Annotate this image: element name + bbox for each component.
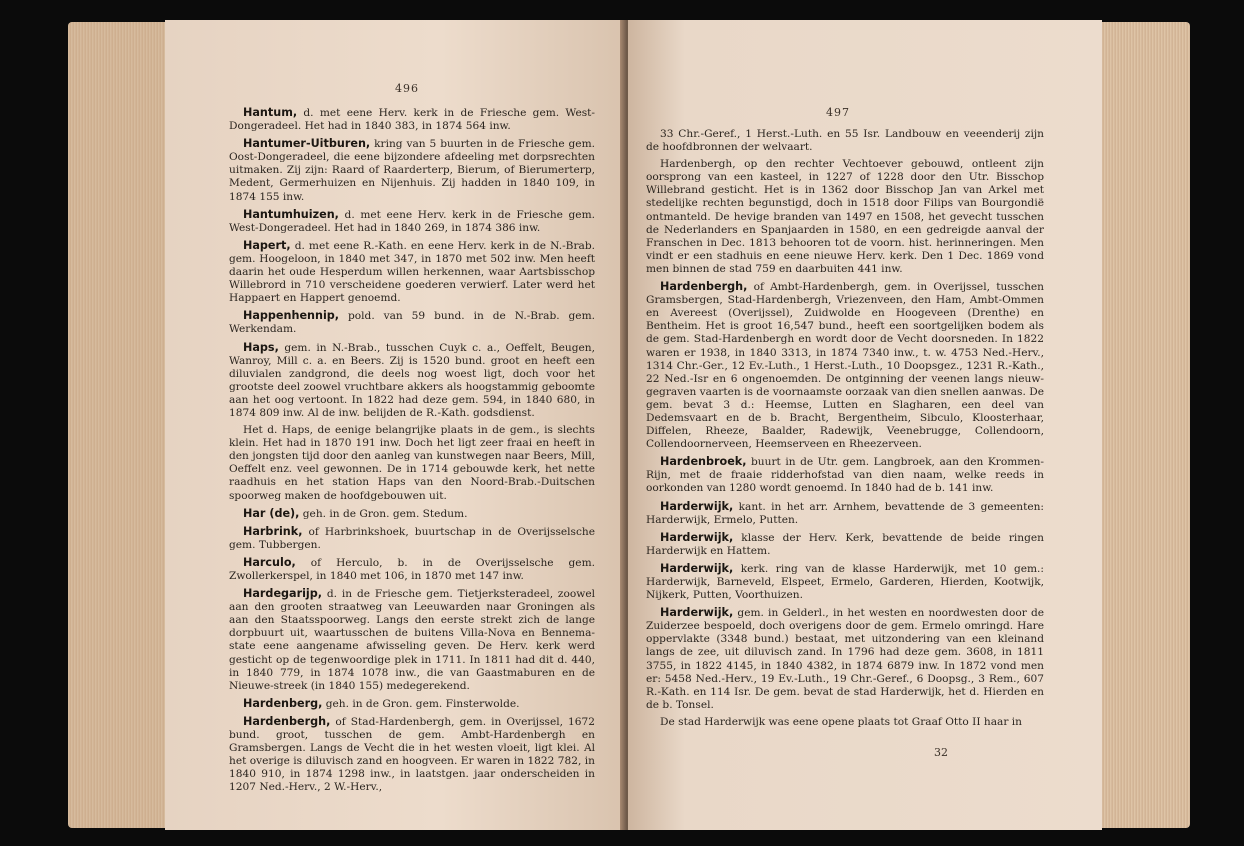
dictionary-entry xyxy=(229,208,595,235)
dictionary-entry xyxy=(646,280,1044,451)
entry-text: of Ambt-Hardenbergh, gem. in Overijssel, tusschen Gramsbergen, Stad-Hardenbergh, Vriezenveen, den Ham, Ambt-Ommen en Avereest (Overijssel), Zuidwolde en Hoogeveen (Drenthe) en Bentheim. Het is groot 16,547 bund., heeft een soortgelijken bodem als de gem. Stad-Hardenbergh en wordt door de Vecht doorsneden. In 1822 waren er 1938, in 1840 3313, in 1874 7340 inw., t. w. 4753 Ned.-Herv., 1314 Chr.-Ger., 12 Ev.-Luth., 1 Herst.-Luth., 10 Doopsgez., 1231 R.-Kath., 22 Ned.-Isr en 6 ongenoemden. De ontginning der veenen langs nieuw-gegraven vaarten is de voornaamste oorzaak van dien snellen aanwas. De gem. bevat 3 d.: Heemse, Lutten en Slagharen, een deel van Dedemsvaart en de b. Bracht, Bergentheim, Sibculo, Kloosterhaar, Diffelen, Rheeze, Baalder, Radewijk, Veenebrugge, Collendoorn, Collendoornerveen, Heemserveen en Rheezerveen. xyxy=(646,281,1044,451)
entry-text: kerk. ring van de klasse Harderwijk, met 10 gem.: Harderwijk, Barneveld, Elspeet, Ermelo, Garderen, Hierden, Kootwijk, Nijkerk, Putten, Voorthuizen. xyxy=(646,562,1044,602)
entry-headword: Har (de), xyxy=(243,506,300,520)
dictionary-entry xyxy=(229,106,595,133)
dictionary-entry xyxy=(646,716,1044,729)
dictionary-entry xyxy=(229,697,595,711)
page-number-right: 497 xyxy=(826,106,850,119)
entry-headword: Hardenberg, xyxy=(243,696,323,710)
entry-headword: Hardenbergh, xyxy=(660,280,748,294)
dictionary-entry xyxy=(646,500,1044,527)
entry-text: of Herculo, b. in de Overijsselsche gem. Zwollerkerspel, in 1840 met 106, in 1870 met 147 inw. xyxy=(229,556,595,582)
dictionary-entry xyxy=(646,128,1044,154)
entry-text: Het d. Haps, de eenige belangrijke plaats in de gem., is slechts klein. Het had in 1870 191 inw. Doch het ligt zeer fraai en heeft in den jongsten tijd door den aanleg van kunstwegen naar Beers, Mill, Oeffelt enz. veel gewonnen. De in 1714 gebouwde kerk, het nette raadhuis en het station Haps van den Noord-Brab.-Duitschen spoorweg maken de hoofdgebouwen uit. xyxy=(229,424,595,502)
entry-headword: Hantum, xyxy=(243,106,298,119)
entry-headword: Happenhennip, xyxy=(243,309,340,323)
entry-headword: Haps, xyxy=(243,340,279,354)
entry-text: d. met eene Herv. kerk in de Friesche gem. West-Dongeradeel. Het had in 1840 383, in 1874 564 inw. xyxy=(229,107,595,133)
entry-headword: Hantumhuizen, xyxy=(243,207,339,221)
entry-text: gem. in Gelderl., in het westen en noordwesten door de Zuiderzee bespoeld, doch overigens door de gem. Ermelo omringd. Hare oppervlakte (3348 bund.) bestaat, met uitzondering van een kleinand langs de zee, uit diluvisch zand. In 1796 had deze gem. 3608, in 1811 3755, in 1822 4145, in 1840 4382, in 1874 6879 inw. In 1872 vond men er: 5458 Ned.-Herv., 19 Ev.-Luth., 19 Chr.-Geref., 6 Doopsg., 3 Rem., 607 R.-Kath. en 114 Isr. De gem. bevat de stad Harderwijk, het d. Hierden en de b. Tonsel. xyxy=(646,607,1044,711)
dictionary-entry xyxy=(229,587,595,693)
entry-headword: Harderwijk, xyxy=(660,606,734,620)
entry-text: gem. in N.-Brab., tusschen Cuyk c. a., Oeffelt, Beugen, Wanroy, Mill c. a. en Beers. Zij is 1520 bund. groot en heeft een diluvialen zandgrond, die deels nog woest ligt, doch voor het grootste deel zoowel vruchtbare akkers als hoogstammig geboomte aan het oog vertoont. In 1822 had deze gem. 594, in 1840 680, in 1874 809 inw. Al de inw. belijden de R.-Kath. godsdienst. xyxy=(229,341,595,419)
entry-text: d. met eene R.-Kath. en eene Herv. kerk in de N.-Brab. gem. Hoogeloon, in 1840 met 347, in 1870 met 502 inw. Men heeft daarin het oude Hesperdum willen herkennen, waar Aartsbisschop Willebrord in 710 verscheidene goederen verwierf. Later werd het Happaert en Happert genoemd. xyxy=(229,239,595,305)
dictionary-entry xyxy=(646,606,1044,712)
dictionary-entry xyxy=(229,715,595,795)
dictionary-entry xyxy=(229,525,595,552)
entry-headword: Hardenbroek, xyxy=(660,455,747,469)
right-page xyxy=(628,20,1102,830)
signature-mark: 32 xyxy=(934,746,948,759)
dictionary-entry xyxy=(229,424,595,503)
entry-text: geh. in de Gron. gem. Stedum. xyxy=(299,507,468,520)
dictionary-entry xyxy=(646,562,1044,602)
dictionary-entry xyxy=(646,455,1044,495)
dictionary-entry xyxy=(229,341,595,421)
entry-headword: Harderwijk, xyxy=(660,499,734,513)
entry-text: 33 Chr.-Geref., 1 Herst.-Luth. en 55 Isr. Landbouw en veeenderij zijn de hoofdbronnen der welvaart. xyxy=(646,128,1044,154)
dictionary-entry xyxy=(646,531,1044,558)
page-edges-right xyxy=(1098,22,1190,828)
dictionary-entry xyxy=(229,239,595,305)
dictionary-entry xyxy=(229,137,595,203)
entry-text: buurt in de Utr. gem. Langbroek, aan den Krommen-Rijn, met de fraaie ridderhofstad van dien naam, welke reeds in oorkonden van 1280 wordt genoemd. In 1840 had de b. 141 inw. xyxy=(646,456,1044,495)
entry-headword: Harderwijk, xyxy=(660,561,734,575)
dictionary-entry xyxy=(229,507,595,521)
entry-headword: Hapert, xyxy=(243,238,291,252)
entry-text: kring van 5 buurten in de Friesche gem. Oost-Dongeradeel, die eene bijzondere afdeeling met dorpsrechten uitmaken. Zij zijn: Raard of Raarderterp, Bierum, of Bierumerterp, Medent, Germerhuizen en Nijenhuis. Zij hadden in 1840 109, in 1874 155 inw. xyxy=(229,138,595,203)
right-column xyxy=(646,128,1044,733)
entry-text: klasse der Herv. Kerk, bevattende de beide ringen Harderwijk en Hattem. xyxy=(646,531,1044,557)
entry-text: Hardenbergh, op den rechter Vechtoever gebouwd, ontleent zijn oorsprong van een kasteel, in 1227 of 1228 door den Utr. Bisschop Willebrand gesticht. Het is in 1362 door Bisschop Jan van Arkel met stedelijke rechten begunstigd, doch in 1518 door Filips van Bourgondië ontmanteld. De hevige branden van 1497 en 1508, het gevecht tusschen de Nederlanders en Spanjaarden in 1580, en een gedreigde aanval der Franschen in Dec. 1813 behooren tot de voorn. hist. herinneringen. Men vindt er een stadhuis en eene nieuwe Herv. kerk. Den 1 Dec. 1869 vond men binnen de stad 759 en daarbuiten 441 inw. xyxy=(646,158,1044,275)
entry-text: pold. van 59 bund. in de N.-Brab. gem. Werkendam. xyxy=(229,310,595,336)
entry-headword: Harderwijk, xyxy=(660,530,734,544)
left-page xyxy=(165,20,625,830)
page-number-left: 496 xyxy=(395,82,419,95)
left-column xyxy=(229,106,595,799)
entry-text: kant. in het arr. Arnhem, bevattende de 3 gemeenten: Harderwijk, Ermelo, Putten. xyxy=(646,500,1044,526)
entry-text: d. in de Friesche gem. Tietjerksteradeel, zoowel aan den grooten straatweg van Leeuwarden naar Groningen als aan den Staatsspoorweg. Langs den eerste strekt zich de lange dorpbuurt uit, waartusschen de buitens Villa-Nova en Bennema-state eene aangename afwisseling geven. De Herv. kerk werd gesticht op de tegenwoordige plek in 1711. In 1811 had dit d. 440, in 1840 779, in 1874 1078 inw., die van Gaastmaburen en de Nieuwe-streek (in 1840 155) medegerekend. xyxy=(229,588,595,692)
entry-text: De stad Harderwijk was eene opene plaats tot Graaf Otto II haar in xyxy=(660,715,1022,728)
entry-text: d. met eene Herv. kerk in de Friesche gem. West-Dongeradeel. Het had in 1840 269, in 1874 386 inw. xyxy=(229,208,595,234)
entry-text: of Harbrinkshoek, buurtschap in de Overijsselsche gem. Tubbergen. xyxy=(229,525,595,551)
entry-text: geh. in de Gron. gem. Finsterwolde. xyxy=(322,697,520,710)
entry-headword: Harbrink, xyxy=(243,524,303,538)
entry-headword: Hantumer-Uitburen, xyxy=(243,137,371,151)
dictionary-entry xyxy=(229,556,595,583)
entry-headword: Hardegarijp, xyxy=(243,587,323,601)
dictionary-entry xyxy=(646,158,1044,276)
entry-headword: Harculo, xyxy=(243,555,296,569)
entry-text: of Stad-Hardenbergh, gem. in Overijssel, 1672 bund. groot, tusschen de gem. Ambt-Hardenbergh en Gramsbergen. Langs de Vecht die in het westen vloeit, ligt klei. Al het overige is diluvisch zand en hoogveen. Er waren in 1822 782, in 1840 910, in 1874 1298 inw., in laatstgen. jaar onderscheiden in 1207 Ned.-Herv., 2 W.-Herv., xyxy=(229,715,595,794)
dictionary-entry xyxy=(229,309,595,336)
entry-headword: Hardenbergh, xyxy=(243,714,331,728)
page-edges-left xyxy=(68,22,168,828)
